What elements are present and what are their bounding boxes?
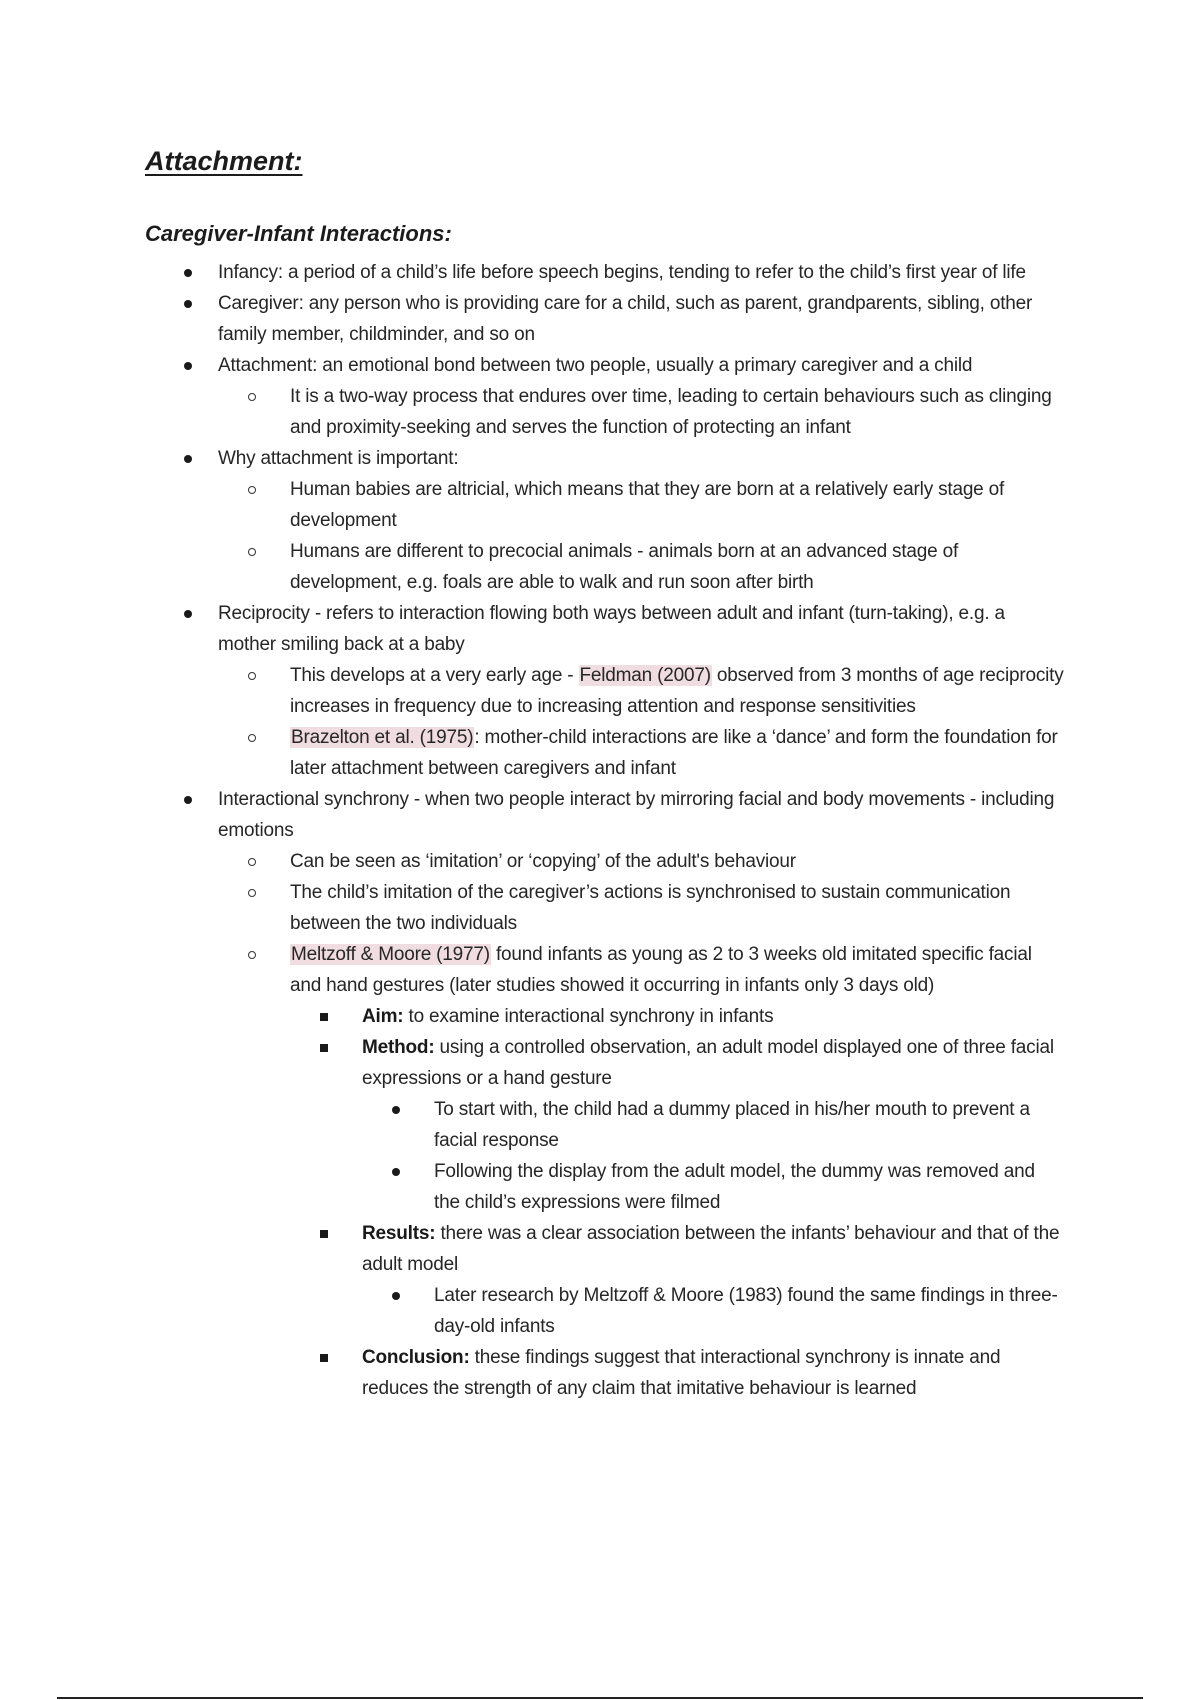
item-text: : mother-child interactions are like a ‘dance’ and form the foundation for later attachment between caregivers and infant xyxy=(290,727,1058,779)
list-item xyxy=(290,1218,1065,1342)
item-text: found infants as young as 2 to 3 weeks old imitated specific facial and hand gestures (later studies showed it occurring in infants only 3 days old) xyxy=(290,944,1032,996)
item-text: observed from 3 months of age reciprocity increases in frequency due to increasing attention and response sensitivities xyxy=(290,665,1064,717)
notes-body xyxy=(145,257,1065,1404)
item-text: Following the display from the adult model, the dummy was removed and the child’s expressions were filmed xyxy=(434,1161,1035,1213)
list-item xyxy=(218,846,1065,877)
item-text: these findings suggest that interactional synchrony is innate and reduces the strength of any claim that imitative behaviour is learned xyxy=(362,1347,1001,1399)
item-text: Why attachment is important: xyxy=(218,448,459,469)
list-item xyxy=(218,381,1065,443)
item-text: To start with, the child had a dummy placed in his/her mouth to prevent a facial response xyxy=(434,1099,1030,1151)
list-item xyxy=(218,660,1065,722)
list-item xyxy=(145,350,1065,443)
bullet-list xyxy=(145,257,1065,1404)
highlighted-reference: Feldman (2007) xyxy=(579,665,711,686)
sub-list xyxy=(218,660,1065,784)
list-item xyxy=(145,598,1065,784)
list-item xyxy=(290,1032,1065,1218)
item-text: Can be seen as ‘imitation’ or ‘copying’ of the adult's behaviour xyxy=(290,851,796,872)
list-item xyxy=(145,443,1065,598)
list-item xyxy=(218,939,1065,1404)
item-text: Caregiver: any person who is providing care for a child, such as parent, grandparents, sibling, other family member, childminder, and so on xyxy=(218,293,1033,345)
list-item xyxy=(362,1094,1065,1156)
item-text: Infancy: a period of a child’s life before speech begins, tending to refer to the child’s first year of life xyxy=(218,262,1026,283)
sub-list xyxy=(218,474,1065,598)
list-item xyxy=(362,1280,1065,1342)
list-item xyxy=(290,1001,1065,1032)
conclusion-label: Conclusion: xyxy=(362,1347,470,1368)
sub-list xyxy=(218,381,1065,443)
item-text: Human babies are altricial, which means that they are born at a relatively early stage of development xyxy=(290,479,1005,531)
list-item xyxy=(218,474,1065,536)
study-detail-list xyxy=(290,1001,1065,1404)
item-text: to examine interactional synchrony in infants xyxy=(403,1006,774,1027)
item-text: The child’s imitation of the caregiver’s actions is synchronised to sustain communication between the two individuals xyxy=(290,882,1011,934)
results-label: Results: xyxy=(362,1223,436,1244)
highlighted-reference: Brazelton et al. (1975) xyxy=(291,727,474,748)
item-text: using a controlled observation, an adult model displayed one of three facial expressions or a hand gesture xyxy=(362,1037,1054,1089)
item-text: This develops at a very early age - xyxy=(290,665,579,686)
item-text: It is a two-way process that endures over time, leading to certain behaviours such as clinging and proximity-seeking and serves the function of protecting an infant xyxy=(290,386,1052,438)
page-title: Attachment: xyxy=(145,146,303,176)
sub-list xyxy=(362,1280,1065,1342)
item-text: there was a clear association between the infants’ behaviour and that of the adult model xyxy=(362,1223,1060,1275)
list-item xyxy=(145,257,1065,288)
section-heading: Caregiver-Infant Interactions: xyxy=(145,221,452,246)
sub-list xyxy=(218,846,1065,1404)
list-item xyxy=(362,1156,1065,1218)
list-item xyxy=(218,877,1065,939)
sub-list xyxy=(362,1094,1065,1218)
aim-label: Aim: xyxy=(362,1006,404,1027)
item-text: Later research by Meltzoff & Moore (1983) found the same findings in three-day-old infants xyxy=(434,1285,1058,1337)
method-label: Method: xyxy=(362,1037,435,1058)
item-text: Humans are different to precocial animals - animals born at an advanced stage of development, e.g. foals are able to walk and run soon after birth xyxy=(290,541,959,593)
list-item xyxy=(290,1342,1065,1404)
item-text: Interactional synchrony - when two people interact by mirroring facial and body movements - including emotions xyxy=(218,789,1055,841)
list-item xyxy=(218,722,1065,784)
item-text: Attachment: an emotional bond between two people, usually a primary caregiver and a child xyxy=(218,355,973,376)
list-item xyxy=(145,784,1065,1404)
footer-divider xyxy=(57,1697,1143,1699)
list-item xyxy=(218,536,1065,598)
list-item xyxy=(145,288,1065,350)
item-text: Reciprocity - refers to interaction flowing both ways between adult and infant (turn-taking), e.g. a mother smiling back at a baby xyxy=(218,603,1005,655)
highlighted-reference: Meltzoff & Moore (1977) xyxy=(291,944,490,965)
